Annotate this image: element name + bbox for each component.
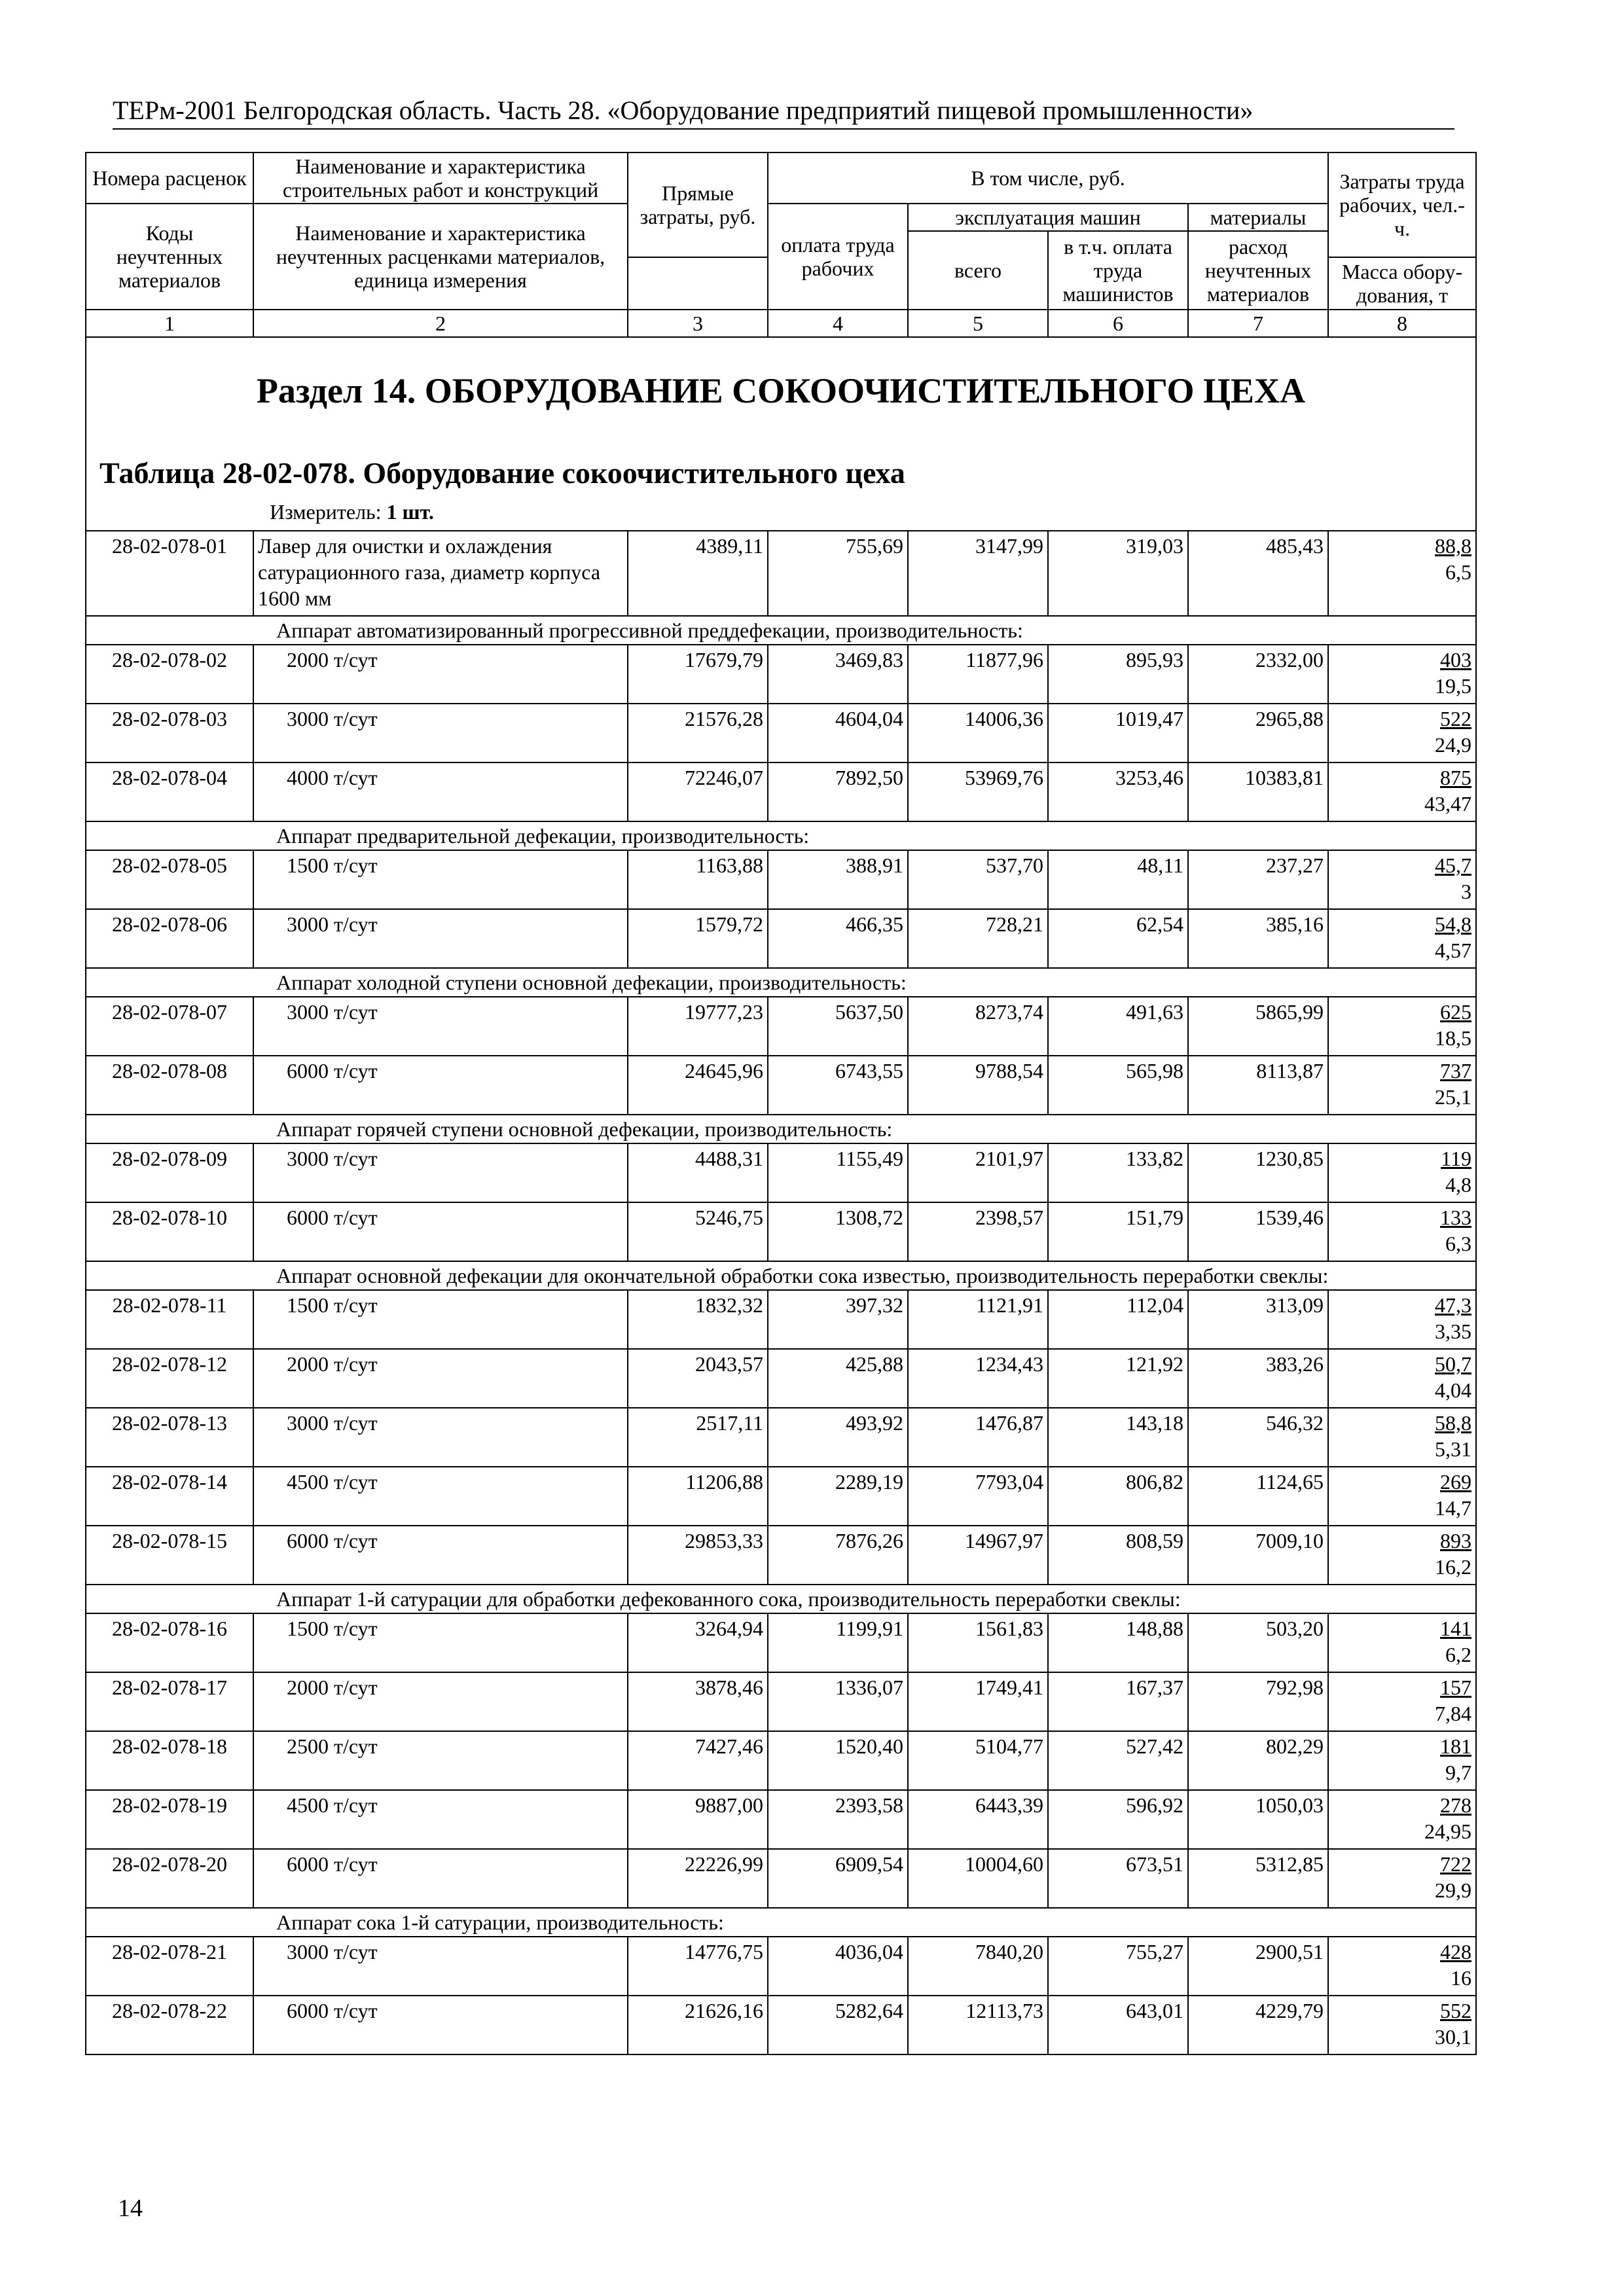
labor-hours-cell bbox=[1328, 1526, 1476, 1585]
machine-cost: 14967,97 bbox=[908, 1526, 1048, 1585]
col2-top-header: Наименование и характеристика строительных работ и конструкций bbox=[253, 152, 628, 204]
group-header-row bbox=[86, 1261, 1476, 1290]
labor-cost: 2289,19 bbox=[768, 1467, 908, 1526]
labor-cost: 1199,91 bbox=[768, 1613, 908, 1672]
item-name: 2000 т/сут bbox=[253, 645, 628, 704]
table-row bbox=[86, 1408, 1476, 1467]
material-cost: 5312,85 bbox=[1188, 1849, 1328, 1908]
direct-cost: 2043,57 bbox=[628, 1349, 768, 1408]
rate-code: 28-02-078-18 bbox=[86, 1731, 253, 1790]
labor-hours-cell bbox=[1328, 1467, 1476, 1526]
equipment-mass: 6,5 bbox=[1445, 560, 1472, 584]
equipment-mass: 4,04 bbox=[1435, 1378, 1472, 1402]
equipment-mass: 9,7 bbox=[1445, 1761, 1472, 1784]
equipment-mass: 24,9 bbox=[1435, 733, 1472, 757]
table-row bbox=[86, 1613, 1476, 1672]
labor-hours: 119 bbox=[1441, 1147, 1472, 1170]
item-name: 3000 т/сут bbox=[253, 704, 628, 762]
labor-hours-cell bbox=[1328, 762, 1476, 821]
rate-code: 28-02-078-13 bbox=[86, 1408, 253, 1467]
machine-cost: 537,70 bbox=[908, 850, 1048, 909]
machinist-cost: 673,51 bbox=[1048, 1849, 1188, 1908]
item-name: 3000 т/сут bbox=[253, 909, 628, 968]
machine-cost: 53969,76 bbox=[908, 762, 1048, 821]
labor-hours: 58,8 bbox=[1435, 1411, 1472, 1435]
machine-cost: 2398,57 bbox=[908, 1202, 1048, 1261]
machinist-cost: 167,37 bbox=[1048, 1672, 1188, 1731]
col-number: 1 bbox=[86, 310, 253, 337]
machinist-cost: 527,42 bbox=[1048, 1731, 1188, 1790]
equipment-mass: 4,57 bbox=[1435, 939, 1472, 962]
machinist-cost: 3253,46 bbox=[1048, 762, 1188, 821]
material-cost: 1230,85 bbox=[1188, 1143, 1328, 1202]
labor-hours-cell bbox=[1328, 1996, 1476, 2054]
labor-hours-cell bbox=[1328, 1672, 1476, 1731]
material-cost: 1539,46 bbox=[1188, 1202, 1328, 1261]
labor-hours-cell bbox=[1328, 1790, 1476, 1849]
section-block bbox=[86, 337, 1476, 531]
direct-cost: 5246,75 bbox=[628, 1202, 768, 1261]
table-row bbox=[86, 1996, 1476, 2054]
group-header-row bbox=[86, 821, 1476, 850]
labor-hours: 269 bbox=[1440, 1470, 1472, 1494]
price-table bbox=[85, 152, 1477, 2055]
direct-cost: 7427,46 bbox=[628, 1731, 768, 1790]
rate-code: 28-02-078-21 bbox=[86, 1937, 253, 1996]
item-name: Лавер для очистки и охлаждения сатурационного газа, диаметр корпуса 1600 мм bbox=[253, 531, 628, 616]
labor-hours: 522 bbox=[1440, 707, 1472, 730]
rate-code: 28-02-078-16 bbox=[86, 1613, 253, 1672]
table-row bbox=[86, 704, 1476, 762]
table-row bbox=[86, 1056, 1476, 1115]
labor-hours-cell bbox=[1328, 997, 1476, 1056]
col1-bottom-header: Коды неучтенных материалов bbox=[86, 204, 253, 310]
machinist-cost: 62,54 bbox=[1048, 909, 1188, 968]
measure-value: 1 шт. bbox=[386, 500, 434, 524]
labor-hours-cell bbox=[1328, 1408, 1476, 1467]
direct-cost: 21626,16 bbox=[628, 1996, 768, 2054]
equipment-mass: 18,5 bbox=[1435, 1026, 1472, 1050]
machinist-cost: 755,27 bbox=[1048, 1937, 1188, 1996]
group-title: Аппарат автоматизированный прогрессивной преддефекации, производительность: bbox=[86, 616, 1476, 645]
table-row bbox=[86, 909, 1476, 968]
labor-cost: 1308,72 bbox=[768, 1202, 908, 1261]
labor-hours: 737 bbox=[1440, 1059, 1472, 1083]
item-name: 2000 т/сут bbox=[253, 1349, 628, 1408]
machine-cost: 1749,41 bbox=[908, 1672, 1048, 1731]
machine-cost: 3147,99 bbox=[908, 531, 1048, 616]
labor-hours: 54,8 bbox=[1435, 912, 1472, 936]
measure-line bbox=[270, 500, 434, 524]
labor-hours: 88,8 bbox=[1435, 534, 1472, 558]
rate-code: 28-02-078-06 bbox=[86, 909, 253, 968]
direct-cost: 1163,88 bbox=[628, 850, 768, 909]
labor-hours-cell bbox=[1328, 645, 1476, 704]
group-title: Аппарат 1-й сатурации для обработки дефекованного сока, производительность переработки свеклы: bbox=[86, 1585, 1476, 1613]
group-header-row bbox=[86, 968, 1476, 997]
machine-cost: 1121,91 bbox=[908, 1290, 1048, 1349]
labor-hours: 45,7 bbox=[1435, 853, 1472, 877]
machinist-cost: 143,18 bbox=[1048, 1408, 1188, 1467]
col8-bottom-header: Масса обору-дования, т bbox=[1328, 257, 1476, 310]
equipment-mass: 3 bbox=[1461, 880, 1472, 903]
table-body bbox=[86, 337, 1476, 2054]
direct-cost: 29853,33 bbox=[628, 1526, 768, 1585]
table-row bbox=[86, 1349, 1476, 1408]
labor-cost: 397,32 bbox=[768, 1290, 908, 1349]
rate-code: 28-02-078-20 bbox=[86, 1849, 253, 1908]
labor-hours-cell bbox=[1328, 850, 1476, 909]
table-row bbox=[86, 762, 1476, 821]
group-title: Аппарат горячей ступени основной дефекации, производительность: bbox=[86, 1115, 1476, 1143]
table-title: Таблица 28-02-078. Оборудование сокоочистительного цеха bbox=[99, 456, 905, 490]
labor-hours-cell bbox=[1328, 704, 1476, 762]
rate-code: 28-02-078-05 bbox=[86, 850, 253, 909]
labor-hours-cell bbox=[1328, 1731, 1476, 1790]
item-name: 1500 т/сут bbox=[253, 1613, 628, 1672]
machine-cost: 12113,73 bbox=[908, 1996, 1048, 2054]
labor-cost: 6909,54 bbox=[768, 1849, 908, 1908]
labor-hours: 133 bbox=[1440, 1206, 1472, 1229]
labor-cost: 388,91 bbox=[768, 850, 908, 909]
equipment-mass: 7,84 bbox=[1435, 1702, 1472, 1725]
group-header-row bbox=[86, 616, 1476, 645]
machine-cost: 9788,54 bbox=[908, 1056, 1048, 1115]
rate-code: 28-02-078-10 bbox=[86, 1202, 253, 1261]
item-name: 6000 т/сут bbox=[253, 1526, 628, 1585]
equipment-mass: 4,8 bbox=[1445, 1173, 1472, 1196]
direct-cost: 14776,75 bbox=[628, 1937, 768, 1996]
machine-cost: 1561,83 bbox=[908, 1613, 1048, 1672]
material-cost: 792,98 bbox=[1188, 1672, 1328, 1731]
col-number: 6 bbox=[1048, 310, 1188, 337]
table-row bbox=[86, 1467, 1476, 1526]
direct-cost: 3264,94 bbox=[628, 1613, 768, 1672]
machinist-cost: 806,82 bbox=[1048, 1467, 1188, 1526]
col4-header: оплата труда рабочих bbox=[768, 204, 908, 310]
item-name: 3000 т/сут bbox=[253, 1937, 628, 1996]
direct-cost: 19777,23 bbox=[628, 997, 768, 1056]
equipment-mass: 14,7 bbox=[1435, 1496, 1472, 1520]
material-cost: 1124,65 bbox=[1188, 1467, 1328, 1526]
labor-cost: 755,69 bbox=[768, 531, 908, 616]
labor-hours: 893 bbox=[1440, 1529, 1472, 1552]
machinist-cost: 895,93 bbox=[1048, 645, 1188, 704]
item-name: 6000 т/сут bbox=[253, 1996, 628, 2054]
group-header-row bbox=[86, 1585, 1476, 1613]
machinist-cost: 148,88 bbox=[1048, 1613, 1188, 1672]
direct-cost: 2517,11 bbox=[628, 1408, 768, 1467]
equipment-mass: 29,9 bbox=[1435, 1878, 1472, 1902]
labor-hours: 47,3 bbox=[1435, 1293, 1472, 1317]
direct-cost: 24645,96 bbox=[628, 1056, 768, 1115]
direct-cost: 9887,00 bbox=[628, 1790, 768, 1849]
col-number: 8 bbox=[1328, 310, 1476, 337]
material-cost: 7009,10 bbox=[1188, 1526, 1328, 1585]
labor-hours-cell bbox=[1328, 1349, 1476, 1408]
labor-hours-cell bbox=[1328, 531, 1476, 616]
labor-hours: 141 bbox=[1440, 1617, 1472, 1640]
item-name: 6000 т/сут bbox=[253, 1056, 628, 1115]
table-row bbox=[86, 1143, 1476, 1202]
labor-hours-cell bbox=[1328, 1290, 1476, 1349]
machinist-cost: 133,82 bbox=[1048, 1143, 1188, 1202]
table-row bbox=[86, 645, 1476, 704]
table-row bbox=[86, 1202, 1476, 1261]
labor-hours-cell bbox=[1328, 1849, 1476, 1908]
item-name: 4500 т/сут bbox=[253, 1790, 628, 1849]
machine-cost: 14006,36 bbox=[908, 704, 1048, 762]
section-title: Раздел 14. ОБОРУДОВАНИЕ СОКООЧИСТИТЕЛЬНОГО ЦЕХА bbox=[256, 371, 1306, 410]
labor-hours: 552 bbox=[1440, 1999, 1472, 2022]
labor-cost: 7876,26 bbox=[768, 1526, 908, 1585]
direct-cost: 22226,99 bbox=[628, 1849, 768, 1908]
machine-cost: 1234,43 bbox=[908, 1349, 1048, 1408]
labor-hours: 722 bbox=[1440, 1852, 1472, 1876]
machine-cost: 2101,97 bbox=[908, 1143, 1048, 1202]
rate-code: 28-02-078-19 bbox=[86, 1790, 253, 1849]
table-row bbox=[86, 1672, 1476, 1731]
direct-cost: 4488,31 bbox=[628, 1143, 768, 1202]
machine-cost: 8273,74 bbox=[908, 997, 1048, 1056]
material-cost: 1050,03 bbox=[1188, 1790, 1328, 1849]
equipment-mass: 6,3 bbox=[1445, 1232, 1472, 1255]
material-cost: 485,43 bbox=[1188, 531, 1328, 616]
rate-code: 28-02-078-08 bbox=[86, 1056, 253, 1115]
rate-code: 28-02-078-11 bbox=[86, 1290, 253, 1349]
rate-code: 28-02-078-22 bbox=[86, 1996, 253, 2054]
labor-cost: 425,88 bbox=[768, 1349, 908, 1408]
material-cost: 5865,99 bbox=[1188, 997, 1328, 1056]
material-cost: 546,32 bbox=[1188, 1408, 1328, 1467]
page-header: ТЕРм-2001 Белгородская область. Часть 28. «Оборудование предприятий пищевой промышленности» bbox=[113, 96, 1454, 130]
item-name: 3000 т/сут bbox=[253, 997, 628, 1056]
labor-cost: 5637,50 bbox=[768, 997, 908, 1056]
machinist-cost: 112,04 bbox=[1048, 1290, 1188, 1349]
machine-cost: 10004,60 bbox=[908, 1849, 1048, 1908]
col8-top-header: Затраты труда рабочих, чел.-ч. bbox=[1328, 152, 1476, 257]
equipment-mass: 19,5 bbox=[1435, 674, 1472, 698]
equipment-mass: 16 bbox=[1451, 1966, 1472, 1990]
equipment-mass: 16,2 bbox=[1435, 1555, 1472, 1579]
labor-hours-cell bbox=[1328, 1937, 1476, 1996]
item-name: 6000 т/сут bbox=[253, 1849, 628, 1908]
rate-code: 28-02-078-17 bbox=[86, 1672, 253, 1731]
labor-cost: 466,35 bbox=[768, 909, 908, 968]
material-cost: 10383,81 bbox=[1188, 762, 1328, 821]
col7-header: расход неучтенных материалов bbox=[1188, 231, 1328, 310]
item-name: 3000 т/сут bbox=[253, 1408, 628, 1467]
direct-cost: 17679,79 bbox=[628, 645, 768, 704]
material-cost: 385,16 bbox=[1188, 909, 1328, 968]
col1-top-header: Номера расценок bbox=[86, 152, 253, 204]
rate-code: 28-02-078-01 bbox=[86, 531, 253, 616]
rate-code: 28-02-078-12 bbox=[86, 1349, 253, 1408]
material-cost: 237,27 bbox=[1188, 850, 1328, 909]
machinist-cost: 808,59 bbox=[1048, 1526, 1188, 1585]
item-name: 2000 т/сут bbox=[253, 1672, 628, 1731]
col-number: 7 bbox=[1188, 310, 1328, 337]
table-row bbox=[86, 1790, 1476, 1849]
material-cost: 8113,87 bbox=[1188, 1056, 1328, 1115]
rate-code: 28-02-078-07 bbox=[86, 997, 253, 1056]
group-title: Аппарат холодной ступени основной дефекации, производительность: bbox=[86, 968, 1476, 997]
direct-cost: 72246,07 bbox=[628, 762, 768, 821]
rate-code: 28-02-078-02 bbox=[86, 645, 253, 704]
machines-header: эксплуатация машин bbox=[908, 204, 1188, 231]
labor-cost: 2393,58 bbox=[768, 1790, 908, 1849]
labor-hours: 875 bbox=[1440, 766, 1472, 789]
col-number: 5 bbox=[908, 310, 1048, 337]
labor-hours-cell bbox=[1328, 909, 1476, 968]
group-header-row bbox=[86, 1115, 1476, 1143]
machinist-cost: 565,98 bbox=[1048, 1056, 1188, 1115]
labor-hours-cell bbox=[1328, 1056, 1476, 1115]
col3-spacer bbox=[628, 257, 768, 310]
machinist-cost: 151,79 bbox=[1048, 1202, 1188, 1261]
page-number: 14 bbox=[118, 2195, 143, 2222]
table-row bbox=[86, 1937, 1476, 1996]
direct-cost: 1579,72 bbox=[628, 909, 768, 968]
material-cost: 2900,51 bbox=[1188, 1937, 1328, 1996]
item-name: 6000 т/сут bbox=[253, 1202, 628, 1261]
equipment-mass: 5,31 bbox=[1435, 1437, 1472, 1461]
rate-code: 28-02-078-15 bbox=[86, 1526, 253, 1585]
item-name: 4000 т/сут bbox=[253, 762, 628, 821]
machine-cost: 5104,77 bbox=[908, 1731, 1048, 1790]
rate-code: 28-02-078-09 bbox=[86, 1143, 253, 1202]
included-header: В том числе, руб. bbox=[768, 152, 1328, 204]
labor-hours: 278 bbox=[1440, 1793, 1472, 1817]
labor-hours-cell bbox=[1328, 1202, 1476, 1261]
col5-header: всего bbox=[908, 231, 1048, 310]
measure-label: Измеритель: bbox=[270, 500, 382, 524]
group-header-row bbox=[86, 1908, 1476, 1937]
labor-cost: 1520,40 bbox=[768, 1731, 908, 1790]
machinist-cost: 48,11 bbox=[1048, 850, 1188, 909]
material-cost: 313,09 bbox=[1188, 1290, 1328, 1349]
labor-cost: 1155,49 bbox=[768, 1143, 908, 1202]
machine-cost: 1476,87 bbox=[908, 1408, 1048, 1467]
item-name: 3000 т/сут bbox=[253, 1143, 628, 1202]
group-title: Аппарат предварительной дефекации, производительность: bbox=[86, 821, 1476, 850]
rate-code: 28-02-078-04 bbox=[86, 762, 253, 821]
rate-code: 28-02-078-03 bbox=[86, 704, 253, 762]
machine-cost: 7793,04 bbox=[908, 1467, 1048, 1526]
machinist-cost: 491,63 bbox=[1048, 997, 1188, 1056]
table-row bbox=[86, 1526, 1476, 1585]
labor-cost: 4604,04 bbox=[768, 704, 908, 762]
machine-cost: 6443,39 bbox=[908, 1790, 1048, 1849]
table-row bbox=[86, 1849, 1476, 1908]
labor-hours: 403 bbox=[1440, 648, 1472, 672]
equipment-mass: 3,35 bbox=[1435, 1319, 1472, 1343]
direct-cost: 11206,88 bbox=[628, 1467, 768, 1526]
table-header bbox=[86, 152, 1476, 337]
labor-cost: 4036,04 bbox=[768, 1937, 908, 1996]
equipment-mass: 6,2 bbox=[1445, 1643, 1472, 1666]
labor-hours: 181 bbox=[1440, 1734, 1472, 1758]
labor-cost: 493,92 bbox=[768, 1408, 908, 1467]
labor-cost: 5282,64 bbox=[768, 1996, 908, 2054]
machinist-cost: 1019,47 bbox=[1048, 704, 1188, 762]
machine-cost: 7840,20 bbox=[908, 1937, 1048, 1996]
equipment-mass: 30,1 bbox=[1435, 2025, 1472, 2049]
item-name: 1500 т/сут bbox=[253, 850, 628, 909]
labor-hours: 428 bbox=[1440, 1940, 1472, 1964]
labor-hours: 625 bbox=[1440, 1000, 1472, 1024]
equipment-mass: 25,1 bbox=[1435, 1085, 1472, 1109]
machinist-cost: 596,92 bbox=[1048, 1790, 1188, 1849]
item-name: 2500 т/сут bbox=[253, 1731, 628, 1790]
table-row bbox=[86, 1290, 1476, 1349]
material-cost: 503,20 bbox=[1188, 1613, 1328, 1672]
material-cost: 2332,00 bbox=[1188, 645, 1328, 704]
labor-hours: 157 bbox=[1440, 1676, 1472, 1699]
materials-header: материалы bbox=[1188, 204, 1328, 231]
machine-cost: 728,21 bbox=[908, 909, 1048, 968]
col3-header: Прямые затраты, руб. bbox=[628, 152, 768, 257]
labor-cost: 7892,50 bbox=[768, 762, 908, 821]
equipment-mass: 24,95 bbox=[1424, 1820, 1472, 1843]
item-name: 4500 т/сут bbox=[253, 1467, 628, 1526]
material-cost: 383,26 bbox=[1188, 1349, 1328, 1408]
machinist-cost: 319,03 bbox=[1048, 531, 1188, 616]
col-number: 3 bbox=[628, 310, 768, 337]
col6-header: в т.ч. оплата труда машинистов bbox=[1048, 231, 1188, 310]
item-name: 1500 т/сут bbox=[253, 1290, 628, 1349]
table-row bbox=[86, 997, 1476, 1056]
labor-hours: 50,7 bbox=[1435, 1352, 1472, 1376]
labor-cost: 6743,55 bbox=[768, 1056, 908, 1115]
direct-cost: 1832,32 bbox=[628, 1290, 768, 1349]
table-row bbox=[86, 850, 1476, 909]
machine-cost: 11877,96 bbox=[908, 645, 1048, 704]
labor-cost: 3469,83 bbox=[768, 645, 908, 704]
col-number: 4 bbox=[768, 310, 908, 337]
machinist-cost: 643,01 bbox=[1048, 1996, 1188, 2054]
machinist-cost: 121,92 bbox=[1048, 1349, 1188, 1408]
rate-code: 28-02-078-14 bbox=[86, 1467, 253, 1526]
material-cost: 4229,79 bbox=[1188, 1996, 1328, 2054]
table-row bbox=[86, 1731, 1476, 1790]
material-cost: 802,29 bbox=[1188, 1731, 1328, 1790]
table-row bbox=[86, 531, 1476, 616]
group-title: Аппарат сока 1-й сатурации, производительность: bbox=[86, 1908, 1476, 1937]
col-number: 2 bbox=[253, 310, 628, 337]
labor-hours-cell bbox=[1328, 1143, 1476, 1202]
labor-hours-cell bbox=[1328, 1613, 1476, 1672]
group-title: Аппарат основной дефекации для окончательной обработки сока известью, производительность переработки свеклы: bbox=[86, 1261, 1476, 1290]
material-cost: 2965,88 bbox=[1188, 704, 1328, 762]
col2-bottom-header: Наименование и характеристика неучтенных расценками материалов, единица измерения bbox=[253, 204, 628, 310]
labor-cost: 1336,07 bbox=[768, 1672, 908, 1731]
direct-cost: 3878,46 bbox=[628, 1672, 768, 1731]
direct-cost: 4389,11 bbox=[628, 531, 768, 616]
equipment-mass: 43,47 bbox=[1424, 792, 1472, 816]
direct-cost: 21576,28 bbox=[628, 704, 768, 762]
